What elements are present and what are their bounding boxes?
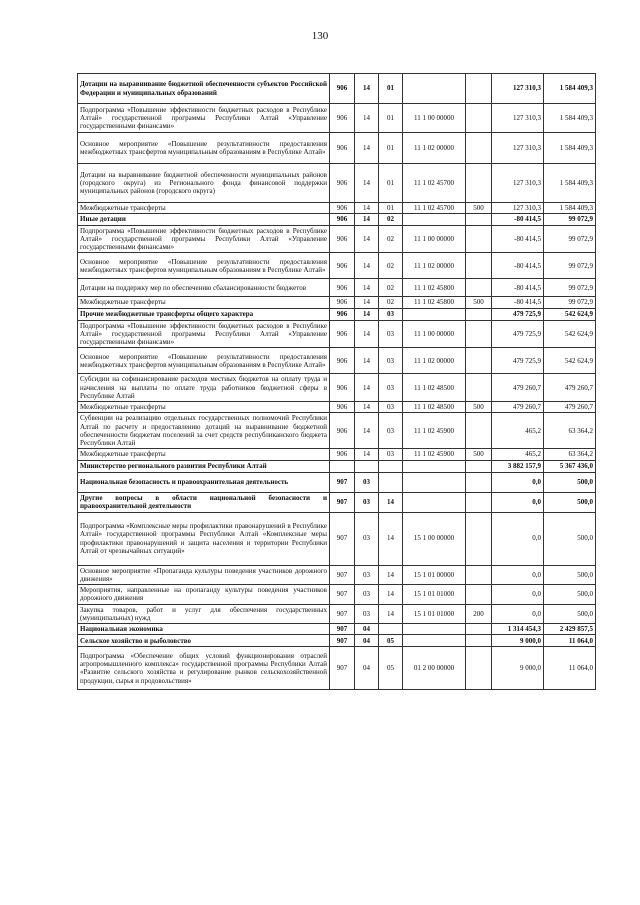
admin-code: 906	[330, 164, 355, 203]
table-row	[78, 565, 596, 585]
budget-table	[77, 73, 596, 690]
target-article-code: 11 1 00 00000	[403, 104, 466, 133]
admin-code: 907	[330, 472, 355, 492]
amount-change: 127 310,3	[492, 203, 544, 214]
table-row	[78, 460, 596, 472]
section-code: 14	[355, 402, 379, 413]
expense-type-code	[466, 472, 492, 492]
amount-total: 479 260,7	[544, 374, 596, 402]
table-row	[78, 104, 596, 133]
section-code: 03	[355, 472, 379, 492]
table-row	[78, 348, 596, 374]
target-article-code	[403, 472, 466, 492]
amount-change: 479 725,9	[492, 320, 544, 348]
expense-type-code	[466, 348, 492, 374]
table-row	[78, 133, 596, 164]
row-name: Подпрограмма «Повышение эффективности бюджетных расходов в Республике Алтай» государственной программы Республики Алтай «Управление государственными финансами»	[78, 320, 330, 348]
admin-code: 906	[330, 203, 355, 214]
subsection-code	[379, 460, 403, 472]
expense-type-code	[466, 413, 492, 449]
target-article-code: 11 1 02 45900	[403, 413, 466, 449]
expense-type-code	[466, 214, 492, 225]
table-row	[78, 449, 596, 460]
table-row	[78, 604, 596, 624]
section-code: 03	[355, 492, 379, 512]
amount-total: 99 072,9	[544, 225, 596, 253]
admin-code: 906	[330, 402, 355, 413]
target-article-code: 01 2 00 00000	[403, 647, 466, 690]
section-code: 14	[355, 203, 379, 214]
section-code: 14	[355, 320, 379, 348]
row-name: Дотации на выравнивание бюджетной обеспеченности субъектов Российской Федерации и муниципальных образований	[78, 74, 330, 104]
table-row	[78, 214, 596, 225]
row-name: Подпрограмма «Повышение эффективности бюджетных расходов в Республике Алтай» государственной программы Республики Алтай «Управление государственными финансами»	[78, 104, 330, 133]
row-name: Национальная экономика	[78, 624, 330, 635]
amount-change: -80 414,5	[492, 214, 544, 225]
amount-total: 11 064,0	[544, 635, 596, 647]
subsection-code	[379, 472, 403, 492]
target-article-code: 11 1 02 48500	[403, 374, 466, 402]
target-article-code	[403, 74, 466, 104]
admin-code: 906	[330, 297, 355, 308]
amount-total: 1 584 409,3	[544, 104, 596, 133]
section-code: 14	[355, 348, 379, 374]
row-name: Подпрограмма «Повышение эффективности бюджетных расходов в Республике Алтай» государственной программы Республики Алтай «Управление государственными финансами»	[78, 225, 330, 253]
amount-change: 127 310,3	[492, 104, 544, 133]
subsection-code: 01	[379, 133, 403, 164]
row-name: Основное мероприятие «Повышение результативности предоставления межбюджетных трансфертов муниципальным образованиям в Республике Алтай»	[78, 253, 330, 279]
admin-code: 907	[330, 512, 355, 565]
amount-change: 0,0	[492, 604, 544, 624]
row-name: Сельское хозяйство и рыболовство	[78, 635, 330, 647]
expense-type-code	[466, 225, 492, 253]
section-code: 04	[355, 635, 379, 647]
amount-change: 127 310,3	[492, 74, 544, 104]
section-code: 14	[355, 374, 379, 402]
table-row	[78, 492, 596, 512]
amount-total: 542 624,9	[544, 308, 596, 320]
subsection-code: 03	[379, 308, 403, 320]
table-row	[78, 512, 596, 565]
table-row	[78, 374, 596, 402]
row-name: Межбюджетные трансферты	[78, 297, 330, 308]
subsection-code: 02	[379, 214, 403, 225]
expense-type-code	[466, 374, 492, 402]
amount-change: -80 414,5	[492, 253, 544, 279]
admin-code: 906	[330, 320, 355, 348]
amount-change: 9 000,0	[492, 635, 544, 647]
expense-type-code: 500	[466, 203, 492, 214]
admin-code: 907	[330, 585, 355, 605]
target-article-code	[403, 214, 466, 225]
subsection-code: 02	[379, 279, 403, 297]
expense-type-code	[466, 308, 492, 320]
subsection-code: 02	[379, 297, 403, 308]
expense-type-code	[466, 647, 492, 690]
row-name: Прочие межбюджетные трансферты общего характера	[78, 308, 330, 320]
amount-change: -80 414,5	[492, 225, 544, 253]
admin-code: 906	[330, 225, 355, 253]
subsection-code: 14	[379, 585, 403, 605]
amount-change: 1 314 454,3	[492, 624, 544, 635]
target-article-code: 11 1 02 00000	[403, 348, 466, 374]
section-code: 14	[355, 253, 379, 279]
expense-type-code	[466, 253, 492, 279]
target-article-code	[403, 492, 466, 512]
expense-type-code	[466, 164, 492, 203]
row-name: Закупка товаров, работ и услуг для обеспечения государственных (муниципальных) нужд	[78, 604, 330, 624]
table-row	[78, 624, 596, 635]
amount-total: 479 260,7	[544, 402, 596, 413]
amount-total: 500,0	[544, 565, 596, 585]
amount-change: 0,0	[492, 512, 544, 565]
row-name: Основное мероприятие «Пропаганда культуры поведения участников дорожного движения»	[78, 565, 330, 585]
section-code: 14	[355, 413, 379, 449]
table-row	[78, 635, 596, 647]
subsection-code: 01	[379, 164, 403, 203]
subsection-code	[379, 624, 403, 635]
row-name: Субвенции на реализацию отдельных государственных полномочий Республики Алтай по расчету и предоставлению дотаций на выравнивание бюджетной обеспеченности бюджетам поселений за счет средств республиканского бюджета Республики Алтай	[78, 413, 330, 449]
amount-change: 465,2	[492, 449, 544, 460]
subsection-code: 14	[379, 604, 403, 624]
section-code	[355, 460, 379, 472]
table-row	[78, 585, 596, 605]
target-article-code: 11 1 02 00000	[403, 253, 466, 279]
admin-code: 906	[330, 214, 355, 225]
target-article-code	[403, 308, 466, 320]
table-row	[78, 74, 596, 104]
admin-code: 906	[330, 74, 355, 104]
target-article-code	[403, 624, 466, 635]
target-article-code: 11 1 02 45800	[403, 279, 466, 297]
amount-total: 99 072,9	[544, 279, 596, 297]
target-article-code: 11 1 02 00000	[403, 133, 466, 164]
expense-type-code: 500	[466, 402, 492, 413]
section-code: 14	[355, 279, 379, 297]
subsection-code: 01	[379, 104, 403, 133]
amount-total: 99 072,9	[544, 253, 596, 279]
admin-code: 906	[330, 413, 355, 449]
expense-type-code	[466, 279, 492, 297]
subsection-code: 03	[379, 449, 403, 460]
amount-total: 63 364,2	[544, 449, 596, 460]
expense-type-code	[466, 565, 492, 585]
subsection-code: 03	[379, 348, 403, 374]
row-name: Другие вопросы в области национальной безопасности и правоохранительной деятельности	[78, 492, 330, 512]
target-article-code: 11 1 02 48500	[403, 402, 466, 413]
target-article-code: 11 1 02 45900	[403, 449, 466, 460]
amount-change: 465,2	[492, 413, 544, 449]
amount-total: 542 624,9	[544, 320, 596, 348]
row-name: Подпрограмма «Обеспечение общих условий функционирования отраслей агропромышленного комплекса» государственной программы Республики Алтай «Развитие сельского хозяйства и регулирование рынков сельскохозяйственной продукции, сырья и продовольствия»	[78, 647, 330, 690]
section-code: 14	[355, 297, 379, 308]
amount-change: 127 310,3	[492, 133, 544, 164]
expense-type-code	[466, 624, 492, 635]
row-name: Межбюджетные трансферты	[78, 402, 330, 413]
amount-change: 479 260,7	[492, 402, 544, 413]
amount-change: 479 725,9	[492, 308, 544, 320]
subsection-code: 05	[379, 647, 403, 690]
table-row	[78, 320, 596, 348]
amount-total: 500,0	[544, 512, 596, 565]
admin-code: 907	[330, 624, 355, 635]
amount-total: 11 064,0	[544, 647, 596, 690]
table-row	[78, 472, 596, 492]
row-name: Дотации на выравнивание бюджетной обеспеченности муниципальных районов (городского округа) из Регионального фонда финансовой поддержки муниципальных районов (городского округа)	[78, 164, 330, 203]
amount-change: -80 414,5	[492, 279, 544, 297]
row-name: Межбюджетные трансферты	[78, 203, 330, 214]
subsection-code: 14	[379, 512, 403, 565]
section-code: 14	[355, 74, 379, 104]
admin-code: 906	[330, 374, 355, 402]
expense-type-code: 500	[466, 297, 492, 308]
table-row	[78, 225, 596, 253]
amount-total: 2 429 857,5	[544, 624, 596, 635]
subsection-code: 03	[379, 320, 403, 348]
admin-code: 906	[330, 104, 355, 133]
expense-type-code	[466, 512, 492, 565]
row-name: Мероприятия, направленные на пропаганду культуры поведения участников дорожного движения	[78, 585, 330, 605]
subsection-code: 02	[379, 225, 403, 253]
expense-type-code	[466, 320, 492, 348]
amount-total: 1 584 409,3	[544, 74, 596, 104]
table-row	[78, 413, 596, 449]
amount-change: 3 882 157,9	[492, 460, 544, 472]
section-code: 14	[355, 164, 379, 203]
row-name: Межбюджетные трансферты	[78, 449, 330, 460]
amount-total: 500,0	[544, 472, 596, 492]
admin-code: 906	[330, 253, 355, 279]
admin-code: 907	[330, 492, 355, 512]
amount-total: 1 584 409,3	[544, 203, 596, 214]
admin-code: 906	[330, 449, 355, 460]
expense-type-code	[466, 104, 492, 133]
admin-code: 907	[330, 604, 355, 624]
target-article-code: 11 1 02 45700	[403, 164, 466, 203]
table-row	[78, 164, 596, 203]
amount-total: 1 584 409,3	[544, 133, 596, 164]
target-article-code: 11 1 02 45800	[403, 297, 466, 308]
section-code: 03	[355, 604, 379, 624]
amount-total: 1 584 409,3	[544, 164, 596, 203]
amount-total: 99 072,9	[544, 214, 596, 225]
section-code: 14	[355, 308, 379, 320]
section-code: 03	[355, 585, 379, 605]
section-code: 04	[355, 647, 379, 690]
row-name: Дотации на поддержку мер по обеспечению сбалансированности бюджетов	[78, 279, 330, 297]
subsection-code: 05	[379, 635, 403, 647]
admin-code: 906	[330, 308, 355, 320]
admin-code	[330, 460, 355, 472]
target-article-code: 11 1 02 45700	[403, 203, 466, 214]
amount-total: 63 364,2	[544, 413, 596, 449]
target-article-code: 15 1 01 01000	[403, 585, 466, 605]
amount-change: 0,0	[492, 472, 544, 492]
subsection-code: 03	[379, 402, 403, 413]
target-article-code: 15 1 01 01000	[403, 604, 466, 624]
expense-type-code	[466, 492, 492, 512]
expense-type-code: 500	[466, 449, 492, 460]
page-number: 130	[311, 30, 329, 42]
row-name: Министерство регионального развития Республики Алтай	[78, 460, 330, 472]
table-row	[78, 402, 596, 413]
amount-change: 127 310,3	[492, 164, 544, 203]
table-row	[78, 647, 596, 690]
target-article-code: 15 1 00 00000	[403, 512, 466, 565]
amount-total: 5 367 436,0	[544, 460, 596, 472]
section-code: 04	[355, 624, 379, 635]
row-name: Основное мероприятие «Повышение результативности предоставления межбюджетных трансфертов муниципальным образованиям в Республике Алтай»	[78, 348, 330, 374]
target-article-code	[403, 460, 466, 472]
amount-change: 479 725,9	[492, 348, 544, 374]
expense-type-code	[466, 585, 492, 605]
section-code: 03	[355, 565, 379, 585]
target-article-code	[403, 635, 466, 647]
admin-code: 907	[330, 565, 355, 585]
row-name: Подпрограмма «Комплексные меры профилактики правонарушений в Республике Алтай» государственной программы Республики Алтай «Комплексные меры профилактики правонарушений и защита населения и территории Республики Алтай от чрезвычайных ситуаций»	[78, 512, 330, 565]
section-code: 14	[355, 104, 379, 133]
amount-change: 0,0	[492, 565, 544, 585]
amount-total: 99 072,9	[544, 297, 596, 308]
section-code: 14	[355, 449, 379, 460]
section-code: 14	[355, 214, 379, 225]
amount-change: 479 260,7	[492, 374, 544, 402]
subsection-code: 01	[379, 74, 403, 104]
section-code: 14	[355, 133, 379, 164]
amount-change: 0,0	[492, 585, 544, 605]
amount-total: 500,0	[544, 492, 596, 512]
row-name: Иные дотации	[78, 214, 330, 225]
target-article-code: 15 1 01 00000	[403, 565, 466, 585]
expense-type-code	[466, 133, 492, 164]
admin-code: 906	[330, 133, 355, 164]
expense-type-code	[466, 74, 492, 104]
amount-total: 500,0	[544, 585, 596, 605]
table-row	[78, 279, 596, 297]
subsection-code: 02	[379, 253, 403, 279]
table-row	[78, 297, 596, 308]
row-name: Субсидии на софинансирование расходов местных бюджетов на оплату труда и начисления на выплаты по оплате труда работников бюджетной сферы в Республике Алтай	[78, 374, 330, 402]
section-code: 14	[355, 225, 379, 253]
amount-change: 9 000,0	[492, 647, 544, 690]
amount-change: 0,0	[492, 492, 544, 512]
amount-total: 500,0	[544, 604, 596, 624]
subsection-code: 14	[379, 565, 403, 585]
table-row	[78, 203, 596, 214]
admin-code: 907	[330, 647, 355, 690]
subsection-code: 03	[379, 374, 403, 402]
row-name: Национальная безопасность и правоохранительная деятельность	[78, 472, 330, 492]
expense-type-code	[466, 460, 492, 472]
amount-change: -80 414,5	[492, 297, 544, 308]
expense-type-code	[466, 635, 492, 647]
amount-total: 542 624,9	[544, 348, 596, 374]
table-row	[78, 253, 596, 279]
table-row	[78, 308, 596, 320]
subsection-code: 14	[379, 492, 403, 512]
admin-code: 906	[330, 348, 355, 374]
expense-type-code: 200	[466, 604, 492, 624]
admin-code: 907	[330, 635, 355, 647]
target-article-code: 11 1 00 00000	[403, 320, 466, 348]
target-article-code: 11 1 00 00000	[403, 225, 466, 253]
row-name: Основное мероприятие «Повышение результативности предоставления межбюджетных трансфертов муниципальным образованиям в Республике Алтай»	[78, 133, 330, 164]
subsection-code: 01	[379, 203, 403, 214]
subsection-code: 03	[379, 413, 403, 449]
section-code: 03	[355, 512, 379, 565]
admin-code: 906	[330, 279, 355, 297]
